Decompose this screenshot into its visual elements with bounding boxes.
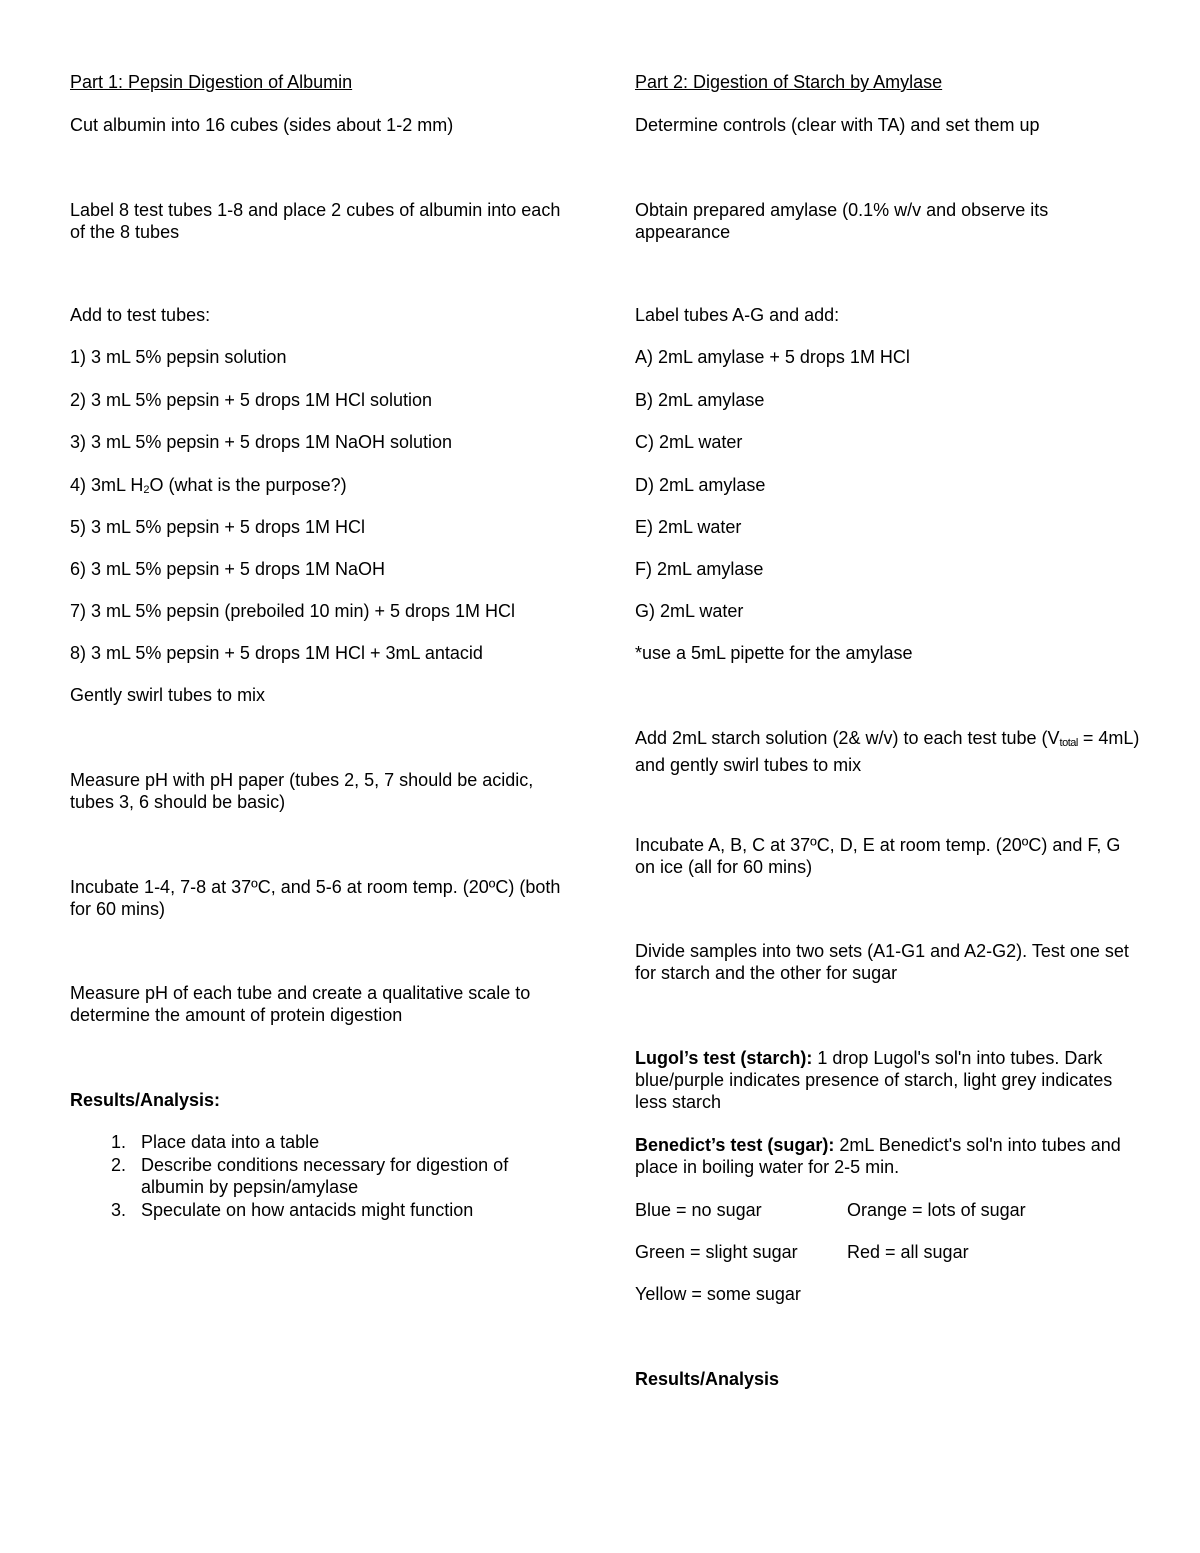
benedict-test-text: 2mL Benedict's sol'n into tubes and place in boiling water for 2-5 min.: [635, 1135, 1121, 1177]
tube-7: 7) 3 mL 5% pepsin (preboiled 10 min) + 5 drops 1M HCl: [70, 601, 516, 621]
tube-3: 3) 3 mL 5% pepsin + 5 drops 1M NaOH solution: [70, 432, 453, 452]
part1-incubate: Incubate 1-4, 7-8 at 37ºC, and 5-6 at room temp. (20ºC) (both for 60 mins): [70, 877, 561, 919]
lugol-test-label: Lugol’s test (starch):: [635, 1048, 813, 1068]
scale-blue: Blue = no sugar: [635, 1200, 762, 1220]
tube-b: B) 2mL amylase: [635, 390, 765, 410]
tube-4: [70, 474, 347, 501]
part2-step-controls: Determine controls (clear with TA) and set them up: [635, 115, 1040, 135]
tube-c: C) 2mL water: [635, 432, 743, 452]
tube-6: 6) 3 mL 5% pepsin + 5 drops 1M NaOH: [70, 559, 385, 579]
benedict-test: [635, 1134, 1135, 1178]
list-number: 3.: [110, 1200, 126, 1220]
scale-red: Red = all sugar: [847, 1242, 969, 1262]
tube-2: 2) 3 mL 5% pepsin + 5 drops 1M HCl solution: [70, 390, 433, 410]
tube-1: 1) 3 mL 5% pepsin solution: [70, 347, 287, 367]
part2-divide: Divide samples into two sets (A1-G1 and A2-G2). Test one set for starch and the other for sugar: [635, 941, 1129, 983]
part2-add-starch: [635, 727, 1145, 776]
list-text: Place data into a table: [141, 1132, 320, 1152]
part1-measure-scale: Measure pH of each tube and create a qualitative scale to determine the amount of protein digestion: [70, 983, 531, 1025]
part2-label-heading: Label tubes A-G and add:: [635, 305, 840, 325]
scale-yellow: Yellow = some sugar: [635, 1284, 801, 1304]
add-starch-rest: = 4mL) and gently swirl tubes to mix: [635, 728, 1140, 775]
part1-title: Part 1: Pepsin Digestion of Albumin: [70, 72, 353, 92]
lugol-test-text: 1 drop Lugol's sol'n into tubes. Dark blue/purple indicates presence of starch, light grey indicates less starch: [635, 1048, 1113, 1112]
scale-orange: Orange = lots of sugar: [847, 1200, 1026, 1220]
part2-title: Part 2: Digestion of Starch by Amylase: [635, 72, 943, 92]
lugol-test: [635, 1047, 1135, 1113]
scale-green: Green = slight sugar: [635, 1242, 798, 1262]
tube-f: F) 2mL amylase: [635, 559, 764, 579]
part2-incubate: Incubate A, B, C at 37ºC, D, E at room temp. (20ºC) and F, G on ice (all for 60 mins): [635, 835, 1121, 877]
part2-results-heading: Results/Analysis: [635, 1369, 780, 1389]
list-number: 2.: [110, 1155, 126, 1175]
tube-4-subscript: 2: [143, 484, 150, 496]
results-list-item-1: [104, 1131, 574, 1153]
part1-step-cut: Cut albumin into 16 cubes (sides about 1-2 mm): [70, 115, 454, 135]
list-text: Describe conditions necessary for digestion of albumin by pepsin/amylase: [141, 1155, 509, 1197]
benedict-test-label: Benedict’s test (sugar):: [635, 1135, 835, 1155]
part1-step-label: Label 8 test tubes 1-8 and place 2 cubes of albumin into each of the 8 tubes: [70, 200, 561, 242]
part2-step-obtain: Obtain prepared amylase (0.1% w/v and observe its appearance: [635, 200, 1049, 242]
part2-pipette-note: *use a 5mL pipette for the amylase: [635, 643, 913, 663]
add-starch-text: Add 2mL starch solution (2& w/v) to each test tube (V: [635, 728, 1060, 748]
part1-results-heading: Results/Analysis:: [70, 1090, 221, 1110]
vtotal-subscript: total: [1059, 737, 1078, 749]
tube-4-rest: O (what is the purpose?): [149, 475, 347, 495]
tube-5: 5) 3 mL 5% pepsin + 5 drops 1M HCl: [70, 517, 365, 537]
tube-a: A) 2mL amylase + 5 drops 1M HCl: [635, 347, 910, 367]
tube-8: 8) 3 mL 5% pepsin + 5 drops 1M HCl + 3mL antacid: [70, 643, 483, 663]
part1-measure-ph: Measure pH with pH paper (tubes 2, 5, 7 should be acidic, tubes 3, 6 should be basic): [70, 770, 534, 812]
list-number: 1.: [110, 1132, 126, 1152]
list-text: Speculate on how antacids might function: [141, 1200, 474, 1220]
tube-d: D) 2mL amylase: [635, 475, 766, 495]
results-list-item-3: [104, 1199, 574, 1221]
results-list-item-2: [104, 1154, 574, 1198]
part1-add-heading: Add to test tubes:: [70, 305, 211, 325]
tube-g: G) 2mL water: [635, 601, 744, 621]
part1-swirl: Gently swirl tubes to mix: [70, 685, 266, 705]
tube-4-text: 4) 3mL H: [70, 475, 144, 495]
tube-e: E) 2mL water: [635, 517, 742, 537]
